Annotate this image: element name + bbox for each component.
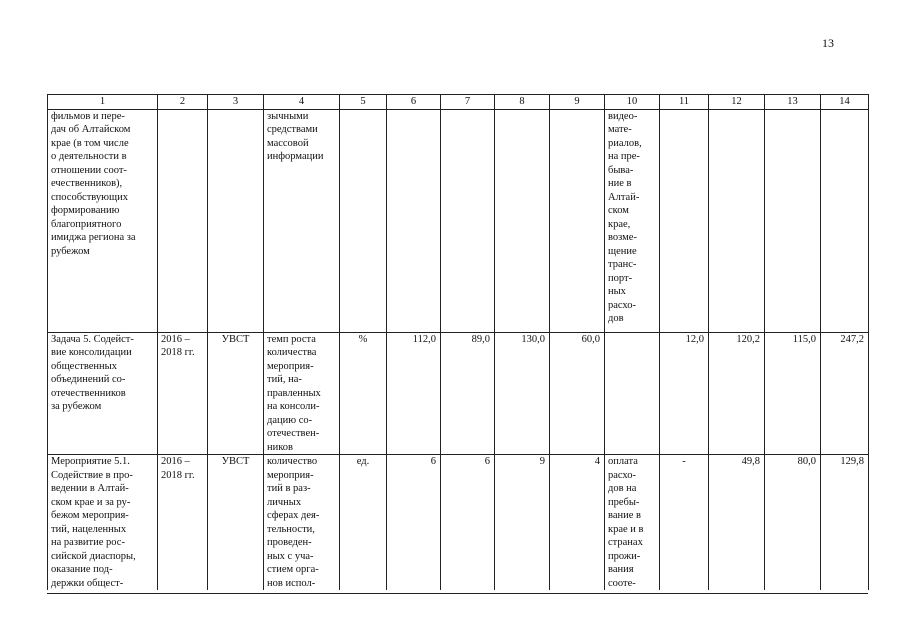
value-cell [441,109,495,332]
direction-cell: оплата расхо- дов на пребы- вание в крае и в странах прожи- вания сооте- [605,455,660,591]
value-cell: 6 [441,455,495,591]
measure-name-cell: Мероприятие 5.1. Содействие в про- ведении в Алтай- ском крае и за ру- бежом мероприя- тий, нацеленных на развитие рос- сийской диаспоры, оказание под- держки общест- [48,455,158,591]
header-cell: 9 [550,95,605,110]
indicator-cell: количество мероприя- тий в раз- личных сферах дея- тельности, проведен- ных с уча- стием орга- нов испол- [264,455,340,591]
program-table [47,94,869,590]
header-cell: 13 [765,95,821,110]
value-cell: 120,2 [709,332,765,455]
value-cell: - [660,455,709,591]
value-cell: 60,0 [550,332,605,455]
value-cell: 115,0 [765,332,821,455]
value-cell: 6 [387,455,441,591]
measure-name-cell: Задача 5. Содейст- вие консолидации общественных объединений со- отечественников за рубежом [48,332,158,455]
value-cell: 247,2 [821,332,869,455]
value-cell: 89,0 [441,332,495,455]
header-cell: 8 [495,95,550,110]
header-cell: 4 [264,95,340,110]
header-cell: 12 [709,95,765,110]
value-cell: 4 [550,455,605,591]
unit-cell: % [340,332,387,455]
header-cell: 3 [208,95,264,110]
value-cell [387,109,441,332]
value-cell [495,109,550,332]
executor-cell: УВСТ [208,455,264,591]
value-cell [550,109,605,332]
direction-cell: видео- мате- риалов, на пре- быва- ние в Алтай- ском крае, возме- щение транс- порт- ных расхо- дов [605,109,660,332]
table-row [48,109,869,332]
header-row [48,95,869,110]
measure-name-cell: фильмов и пере- дач об Алтайском крае (в том числе о деятельности в отношении соот- ечественников), способствующих формированию благоприятного имиджа региона за рубежом [48,109,158,332]
table-row [48,332,869,455]
header-cell: 14 [821,95,869,110]
header-cell: 11 [660,95,709,110]
unit-cell: ед. [340,455,387,591]
table-bottom-divider [47,593,868,594]
period-cell: 2016 – 2018 гг. [158,455,208,591]
header-cell: 10 [605,95,660,110]
value-cell [821,109,869,332]
executor-cell [208,109,264,332]
indicator-cell: зычными средствами массовой информации [264,109,340,332]
executor-cell: УВСТ [208,332,264,455]
header-cell: 7 [441,95,495,110]
value-cell [660,109,709,332]
header-cell: 6 [387,95,441,110]
value-cell: 12,0 [660,332,709,455]
direction-cell [605,332,660,455]
header-cell: 1 [48,95,158,110]
unit-cell [340,109,387,332]
header-cell: 5 [340,95,387,110]
value-cell: 80,0 [765,455,821,591]
value-cell: 49,8 [709,455,765,591]
period-cell [158,109,208,332]
table-row [48,455,869,591]
value-cell: 112,0 [387,332,441,455]
period-cell: 2016 – 2018 гг. [158,332,208,455]
value-cell: 9 [495,455,550,591]
indicator-cell: темп роста количества мероприя- тий, на- правленных на консоли- дацию со- отечествен- ников [264,332,340,455]
header-cell: 2 [158,95,208,110]
value-cell [765,109,821,332]
value-cell: 130,0 [495,332,550,455]
value-cell [709,109,765,332]
value-cell: 129,8 [821,455,869,591]
page-number: 13 [822,36,834,50]
